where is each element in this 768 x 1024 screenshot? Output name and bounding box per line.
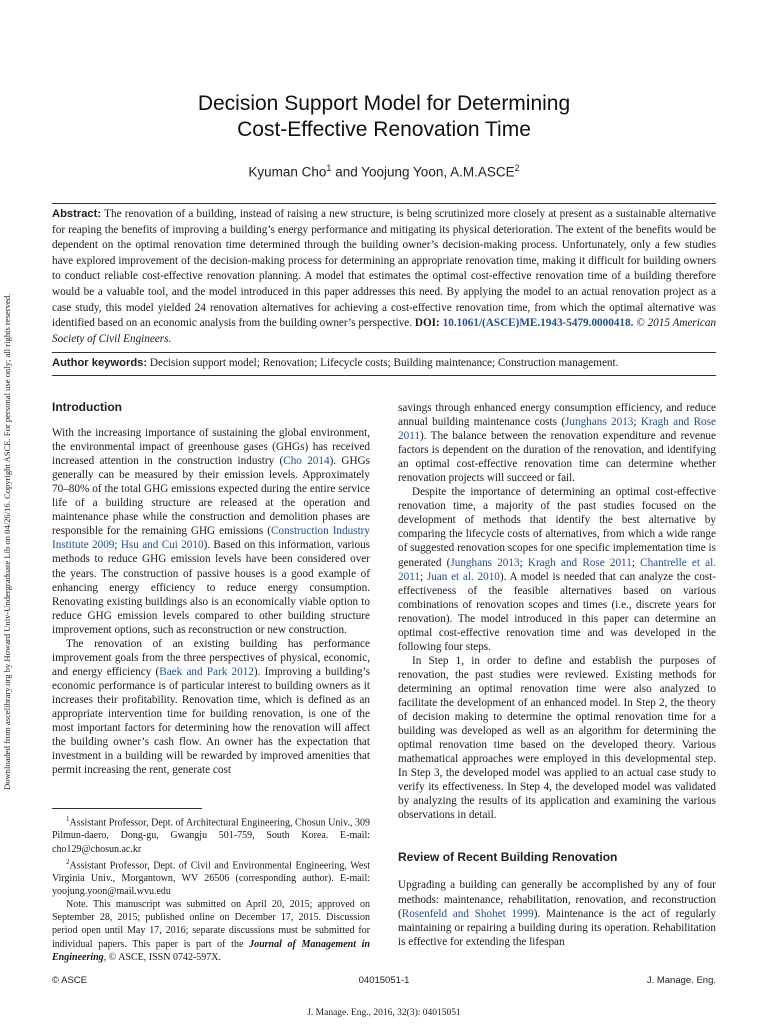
text-span: ; [114, 539, 121, 552]
download-notice: Downloaded from ascelibrary.org by Howard Univ-Undergraduate Lib on 04/26/16. Copyright ASCE. For personal use only; all rights reserved. [2, 293, 12, 790]
journal-name: Journal of Management in Engineering [52, 938, 370, 963]
author-keywords [52, 356, 716, 371]
intro-paragraph-1 [52, 426, 370, 637]
right-column [398, 401, 716, 949]
abstract-label: Abstract: [52, 208, 102, 220]
text-span: ). Maintenance is the act of regularly maintaining or repairing a building during its operation. Rehabilitation is effective for extending the lifespan [398, 907, 716, 948]
keywords-label: Author keywords: [52, 357, 148, 369]
text-span: ; [519, 556, 528, 569]
text-span: ; [631, 556, 641, 569]
author-2: Yoojung Yoon, A.M.ASCE [361, 164, 515, 180]
text-span: Despite the importance of determining an optimal cost-effective renovation time, a majority of the past studies focused on the development of methods that identify the best alternative by comparing the lifecycle costs of alternatives, from which a wide range of suggested renovation scopes for one specific implementation time is generated ( [398, 486, 716, 569]
author-line [52, 158, 716, 183]
right-paragraph-2 [398, 485, 716, 654]
text-span: With the increasing importance of sustaining the global environment, the environmental impact of greenhouse gases (GHGs) has received increased attention in the construction industry ( [52, 427, 370, 468]
citation-link[interactable]: Cho 2014 [283, 455, 330, 468]
citation-link[interactable]: Construction Industry Institute 2009 [52, 525, 370, 552]
intro-paragraph-2 [52, 637, 370, 777]
text-span: ). GHGs generally can be measured by their emission levels. Approximately 70–80% of the total GHG emissions expected during the entire service life of a building structure are released at the operation and maintenance phase while the construction and demolition phases are responsible for the remaining GHG emissions ( [52, 455, 370, 538]
footer-publisher: © ASCE [52, 975, 87, 986]
citation-link[interactable]: Rosenfeld and Shohet 1999 [401, 907, 534, 920]
text-span: ). The balance between the renovation expenditure and revenue factors is dependent on the duration of the renovation, and identifying an optimal cost-effective renovation time can determine whether renovation projects will succeed or fail. [398, 430, 716, 485]
footnote-1-marker: 1 [66, 815, 70, 823]
text-span: ; [633, 416, 641, 429]
footer-page-number: 04015051-1 [358, 975, 410, 986]
text-span: , © ASCE, ISSN 0742-597X. [103, 951, 222, 963]
author-1-affil: 1 [326, 163, 332, 173]
intro-heading: Introduction [52, 400, 122, 414]
abstract-text: The renovation of a building, instead of raising a new structure, is being scrutinized more closely at present as a sustainable alternative for reaping the benefits of improving a building’s energy performance and mitigating its physical deterioration. The extent of the benefits would be dependent on the optimal renovation time determined through the building owner’s decision-making process. Unfortunately, only a few studies have explored improvement of the decision-making process for determining an appropriate renovation time, making it difficult for building owners to conduct reliable cost-effective renovation planning. A model that estimates the optimal cost-effective renovation time of a building therefore would be a valuable tool, and the model introduced in this paper addresses this need. By applying the model to an actual renovation project as a case study, this model yielded 24 renovation alternatives for achieving a cost-effective renovation time, from which the optimal alternative was identified based on an economic analysis from the building owner’s perspective. [52, 208, 716, 330]
footnotes [52, 813, 370, 964]
title-line-1: Decision Support Model for Determining [197, 92, 571, 115]
citation-link[interactable]: Kragh and Rose 2011 [527, 556, 632, 569]
abstract-top-rule [52, 203, 716, 204]
citation-link[interactable]: Junghans 2013 [565, 416, 634, 429]
footnote-2-marker: 2 [66, 857, 70, 866]
abstract [52, 207, 716, 347]
manuscript-note [52, 898, 370, 963]
text-span: ). Improving a building’s economic performance is of particular interest to building owners as it increases their profitability. Renovation time, which is defined as an appropriate intervention time for building renovation, is one of the most important factors for determining how the renovation will affect the building owner’s cash flow. An owner has the expectation that investment in a building will be rewarded by improved amenities that permit increasing the rent, generate cost [52, 665, 370, 777]
citation-link[interactable]: Hsu and Cui 2010 [120, 539, 204, 552]
right-paragraph-3: In Step 1, in order to define and establish the purposes of renovation, the past studies were reviewed. Existing methods for determining an optimal renovation time were also analyzed to facilitate the development of an enhanced model. In Step 2, the theory of decision making to determine the optimal renovation time for a building was developed as well as an algorithm for determining the optimal renovation time based on the developed theory. Various mathematical approaches were employed in this developmental step. In Step 3, the developed model was applied to an actual case study to verify its effectiveness. In Step 4, the developed model was validated by analyzing the results of its application and examining the various observations in detail. [398, 654, 716, 822]
author-connector: and [331, 164, 362, 180]
text-span: Note. This manuscript was submitted on April 20, 2015; approved on September 28, 2015; published online on December 17, 2015. Discussion period open until May 17, 2016; separate discussions must be submitted for individual papers. This paper is part of the [52, 899, 370, 950]
journal-citation: J. Manage. Eng., 2016, 32(3): 04015051 [307, 1008, 461, 1018]
footnote-2-text: Assistant Professor, Dept. of Civil and Environmental Engineering, West Virginia Univ., Morgantown, WV 26506 (corresponding author). E-mail: yoojung.yoon@mail.wvu.edu [52, 859, 370, 898]
citation-link[interactable]: Baek and Park 2012 [159, 665, 254, 678]
text-span: savings through enhanced energy consumption efficiency, and reduce annual building maintenance costs ( [398, 402, 716, 429]
footer-journal: J. Manage. Eng. [646, 975, 716, 986]
citation-link[interactable]: Chantrelle et al. 2011 [398, 556, 716, 583]
left-column [52, 400, 370, 777]
author-2-affil: 2 [514, 163, 520, 173]
author-1: Kyuman Cho [248, 164, 327, 180]
keywords-top-rule [52, 352, 716, 353]
footnote-rule [52, 808, 202, 809]
footnote-1-text: Assistant Professor, Dept. of Architectural Engineering, Chosun Univ., 309 Pilmun-daero, Dong-gu, Gwangju 501-759, South Korea. E-mail: cho129@chosun.ac.kr [52, 817, 370, 855]
right-paragraph-4 [398, 878, 716, 948]
text-span: The renovation of an existing building has performance improvement goals from the three perspectives of physical, economic, and energy efficiency ( [52, 637, 370, 678]
citation-link[interactable]: Junghans 2013 [450, 556, 520, 569]
citation-link[interactable]: Kragh and Rose 2011 [398, 416, 716, 443]
doi-label: DOI: [414, 317, 440, 330]
text-span: ). Based on this information, various methods to reduce GHG emission levels have been considered over the years. The construction of passive houses is a good example of enhancing energy efficiency to reduce energy consumption. Renovating existing buildings also is an economically viable option to reduce GHG emission levels compared to other building structure improvement options, such as reconstruction or new construction. [52, 539, 371, 636]
keywords-bottom-rule [52, 375, 716, 376]
right-paragraph-1 [398, 401, 716, 485]
doi-link[interactable]: 10.1061/(ASCE)ME.1943-5479.0000418. [442, 317, 634, 330]
keywords-text: Decision support model; Renovation; Lifecycle costs; Building maintenance; Construction management. [149, 357, 619, 369]
citation-link[interactable]: Juan et al. 2010 [426, 570, 500, 583]
copyright-notice: © 2015 American Society of Civil Engineers. [52, 317, 717, 345]
paper-title [52, 91, 716, 143]
footnote-1 [52, 813, 370, 856]
text-span: ). A model is needed that can analyze the cost-effectiveness of the feasible alternatives based on various combinations of renovation scopes and times (i.e., discrete years for renovation). The model introduced in this paper can determine an optimal cost-effective renovation time and was developed in the following four steps. [398, 570, 716, 653]
review-heading: Review of Recent Building Renovation [398, 850, 618, 865]
footnote-2 [52, 856, 370, 899]
text-span: ; [419, 570, 427, 583]
title-line-2: Cost-Effective Renovation Time [237, 118, 531, 141]
text-span: Upgrading a building can generally be accomplished by any of four methods: maintenance, rehabilitation, renovation, and reconstruction ( [398, 879, 716, 920]
